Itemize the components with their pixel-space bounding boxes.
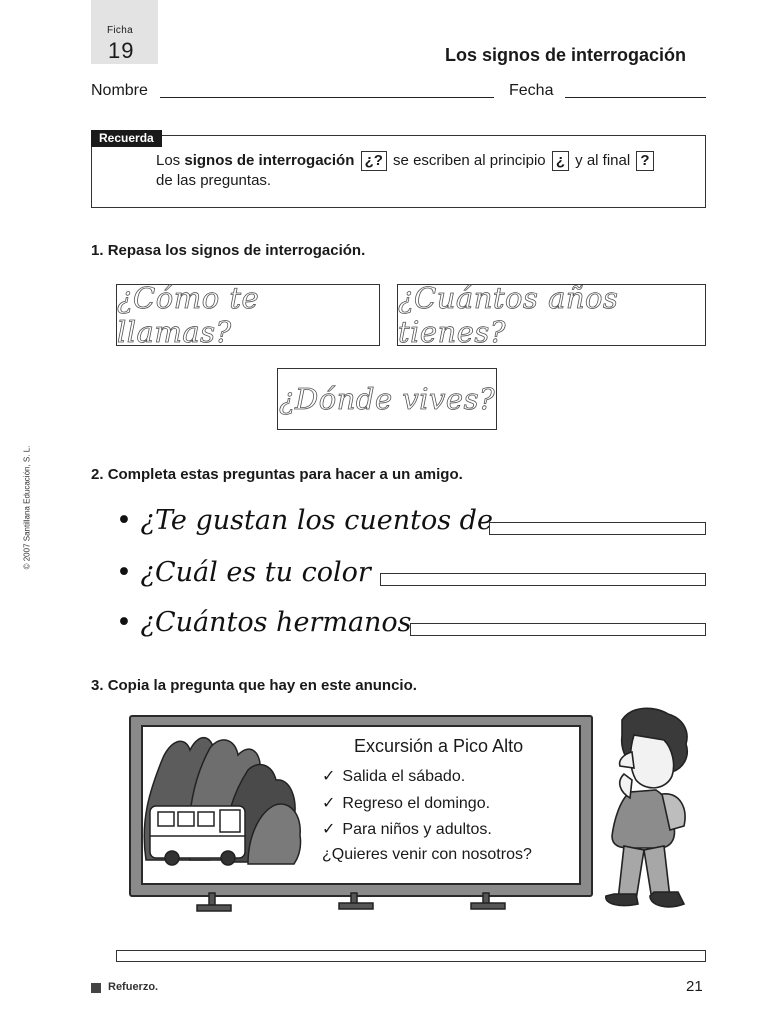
page-title: Los signos de interrogación <box>445 45 687 65</box>
billboard-question: ¿Quieres venir con nosotros? <box>322 846 532 863</box>
ficha-number: 19 <box>108 38 135 63</box>
exercise-3-number: 3. <box>91 677 104 694</box>
recuerda-text-2: se escriben al principio <box>388 152 550 169</box>
billboard-item-text: Para niños y adultos. <box>342 821 492 838</box>
sign-open-box: ¿ <box>552 151 569 171</box>
check-icon: ✓ <box>322 768 336 785</box>
exercise-3-instruction: Copia la pregunta que hay en este anuncio. <box>107 677 417 694</box>
recuerda-text-3: y al final <box>570 152 635 169</box>
recuerda-tag: Recuerda <box>91 130 162 147</box>
question-1: • ¿Te gustan los cuentos de <box>116 505 493 536</box>
date-label: Fecha <box>509 82 554 99</box>
recuerda-bold: signos de interrogación <box>184 152 355 169</box>
check-icon: ✓ <box>322 795 336 812</box>
sign-both-box: ¿? <box>361 151 387 171</box>
copyright-notice: © 2007 Santillana Educación, S. L. <box>22 445 32 570</box>
exercise-2-instruction: Completa estas preguntas para hacer a un amigo. <box>107 466 463 483</box>
footer-square-icon <box>91 983 101 993</box>
billboard-item-text: Regreso el domingo. <box>342 795 491 812</box>
billboard-title: Excursión a Pico Alto <box>354 736 524 756</box>
tracing-box-2[interactable]: ¿Cuántos años tienes? <box>397 284 706 346</box>
name-label: Nombre <box>91 82 148 99</box>
tracing-box-3[interactable]: ¿Dónde vives? <box>277 368 497 430</box>
footer-label: Refuerzo. <box>108 981 159 993</box>
exercise-1-number: 1. <box>91 242 104 259</box>
copy-answer-line[interactable] <box>116 950 706 962</box>
billboard-item-text: Salida el sábado. <box>342 768 466 785</box>
sign-close-box: ? <box>636 151 653 171</box>
tracing-box-1[interactable]: ¿Cómo te llamas? <box>116 284 380 346</box>
recuerda-text-1: Los <box>156 152 185 169</box>
question-3: • ¿Cuántos hermanos <box>116 607 412 638</box>
exercise-2-number: 2. <box>91 466 104 483</box>
page-number: 21 <box>686 978 703 995</box>
exercise-1-instruction: Repasa los signos de interrogación. <box>107 242 366 259</box>
check-icon: ✓ <box>322 821 336 838</box>
question-2: • ¿Cuál es tu color <box>116 557 371 588</box>
recuerda-text-4: de las preguntas. <box>156 172 272 189</box>
ficha-label: Ficha <box>107 25 133 36</box>
